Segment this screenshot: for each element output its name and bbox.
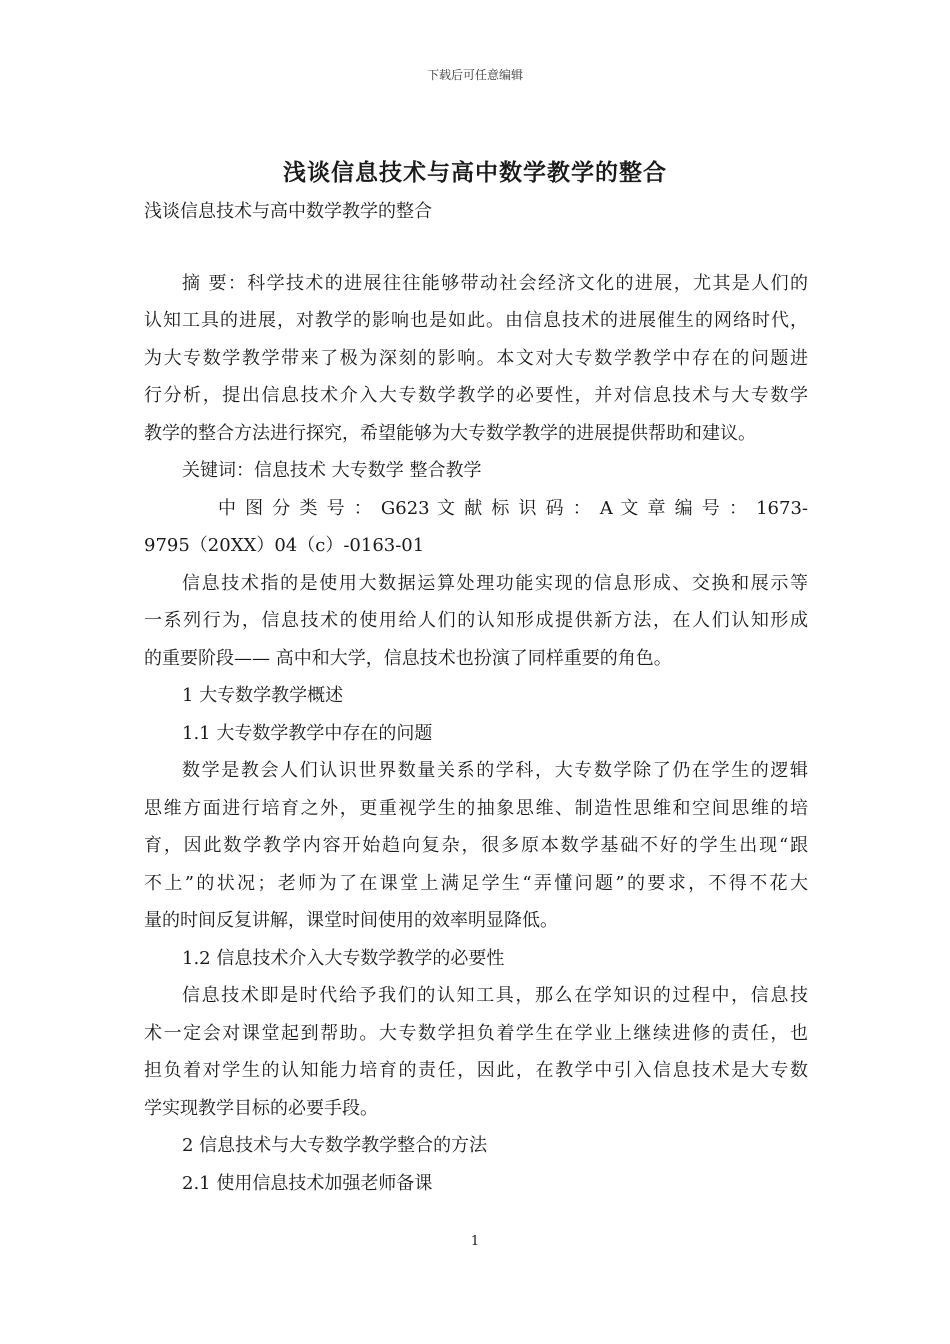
subsection-heading: 1.1 大专数学教学中存在的问题 [182, 722, 433, 744]
page-number: 1 [470, 1234, 480, 1249]
subtitle: 浅谈信息技术与高中数学教学的整合 [144, 201, 432, 222]
paragraph-line: 量的时间反复讲解，课堂时间使用的效率明显降低。 [144, 910, 558, 931]
classification-line: 9795（20XX）04（c）-0163-01 [144, 535, 425, 556]
paragraph-line: 育，因此数学教学内容开始趋向复杂，很多原本数学基础不好的学生出现“跟 [144, 835, 808, 856]
paragraph-line: 学实现教学目标的必要手段。 [144, 1097, 378, 1119]
paragraph-line: 思维方面进行培育之外，更重视学生的抽象思维、制造性思维和空间思维的培 [144, 797, 808, 819]
intro-line: 信息技术指的是使用大数据运算处理功能实现的信息形成、交换和展示等 [182, 572, 808, 594]
paragraph-line: 术一定会对课堂起到帮助。大专数学担负着学生在学业上继续进修的责任，也 [144, 1022, 808, 1044]
subsection-heading: 2.1 使用信息技术加强老师备课 [182, 1172, 433, 1194]
abstract-line: 教学的整合方法进行探究，希望能够为大专数学教学的进展提供帮助和建议。 [144, 422, 756, 444]
intro-line: 的重要阶段—— 高中和大学，信息技术也扮演了同样重要的角色。 [144, 647, 672, 669]
document-body [144, 193, 808, 1202]
section-heading: 2 信息技术与大专数学教学整合的方法 [182, 1135, 488, 1156]
paragraph-line: 不上”的状况；老师为了在课堂上满足学生“弄懂问题”的要求，不得不花大 [144, 872, 808, 894]
document-title: 浅谈信息技术与高中数学教学的整合 [283, 159, 667, 186]
subsection-heading: 1.2 信息技术介入大专数学教学的必要性 [182, 947, 505, 969]
abstract-line: 摘 要：科学技术的进展往往能够带动社会经济文化的进展，尤其是人们的 [182, 272, 808, 294]
paragraph-line: 担负着对学生的认知能力培育的责任，因此，在教学中引入信息技术是大专数 [144, 1060, 808, 1081]
classification-line: 中 图 分 类 号 ： G623 文 献 标 识 码 ： A 文 章 编 号 ： 1673- [218, 497, 808, 519]
spacer [144, 231, 808, 265]
section-heading: 1 大专数学教学概述 [182, 685, 344, 706]
paragraph-line: 数学是教会人们认识世界数量关系的学科，大专数学除了仍在学生的逻辑 [182, 760, 808, 781]
intro-line: 一系列行为，信息技术的使用给人们的认知形成提供新方法，在人们认知形成 [144, 610, 808, 631]
page-header-note: 下载后可任意编辑 [426, 68, 523, 82]
keywords: 关键词：信息技术 大专数学 整合教学 [182, 460, 482, 481]
abstract-line: 认知工具的进展，对教学的影响也是如此。由信息技术的进展催生的网络时代， [144, 310, 808, 331]
abstract-line: 行分析，提出信息技术介入大专数学教学的必要性，并对信息技术与大专数学 [144, 385, 808, 406]
paragraph-line: 信息技术即是时代给予我们的认知工具，那么在学知识的过程中，信息技 [182, 985, 808, 1006]
abstract-line: 为大专数学教学带来了极为深刻的影响。本文对大专数学教学中存在的问题进 [144, 347, 808, 369]
